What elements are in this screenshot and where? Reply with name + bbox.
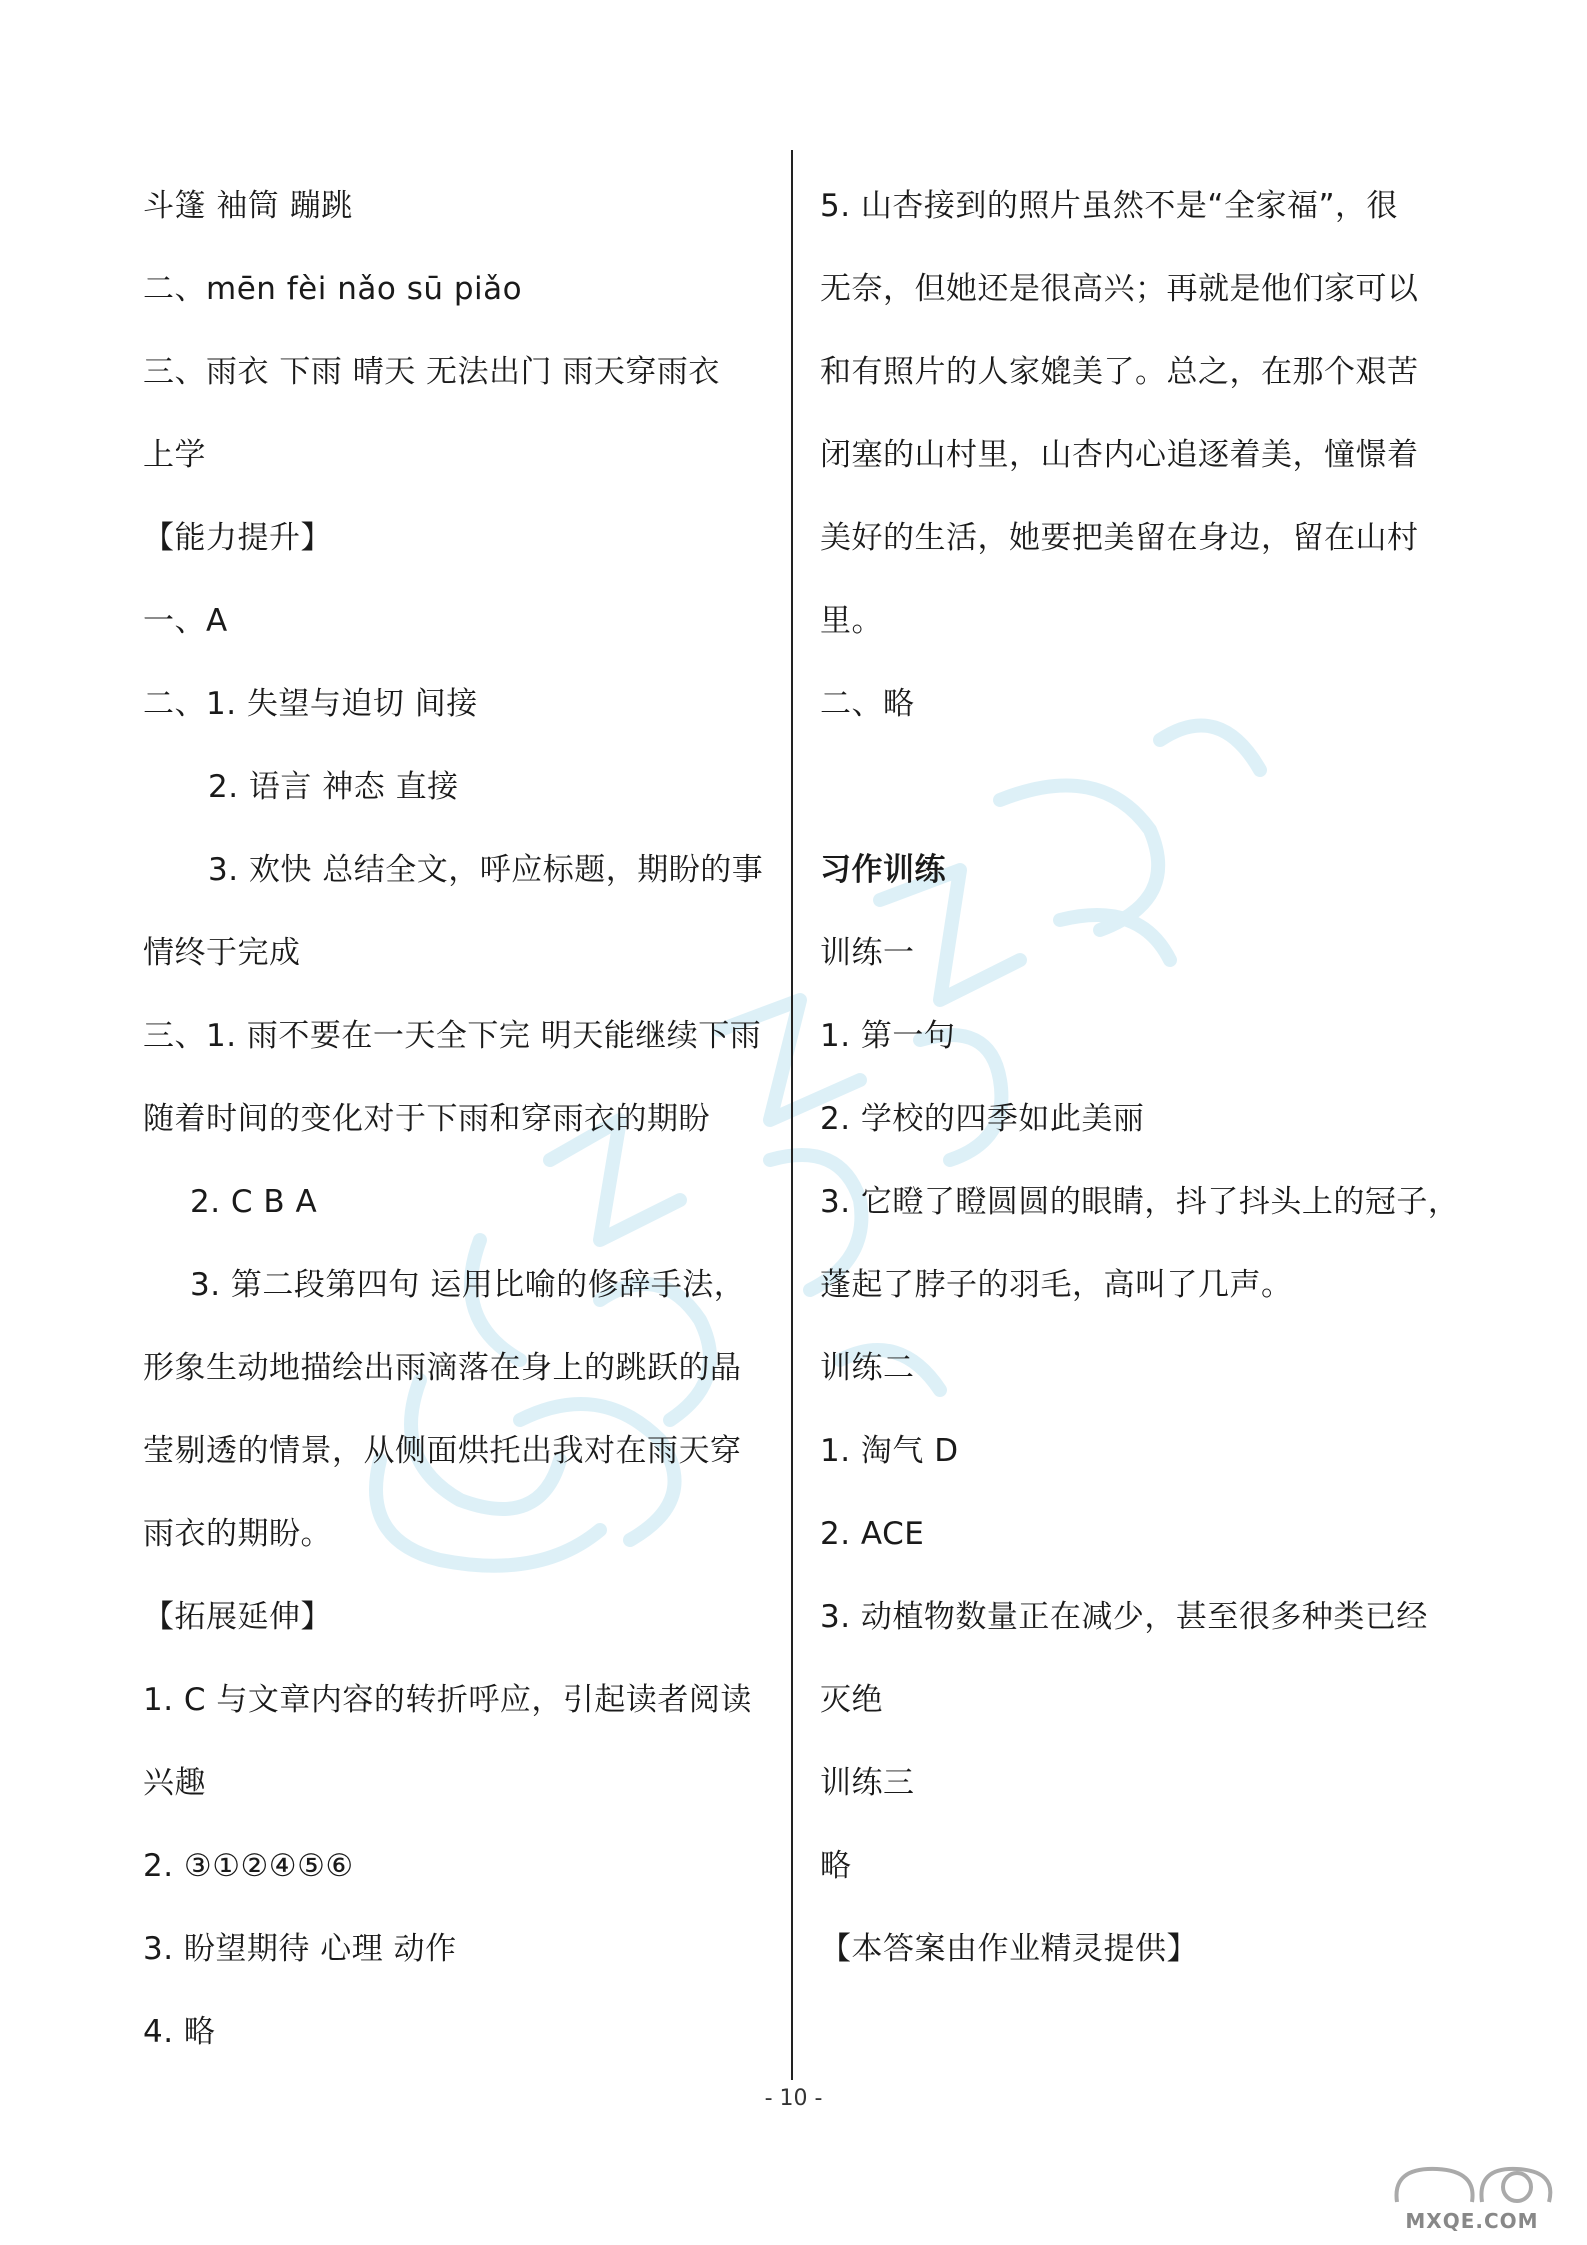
answer-line: 1. C 与文章内容的转折呼应，引起读者阅读	[143, 1682, 752, 1718]
site-logo	[1377, 2157, 1567, 2237]
answer-line: 闭塞的山村里，山杏内心追逐着美，憧憬着	[820, 437, 1419, 473]
answer-line: 3. 动植物数量正在减少，甚至很多种类已经	[820, 1599, 1428, 1635]
site-logo-icon	[1377, 2157, 1567, 2217]
section-heading: 【能力提升】	[143, 520, 332, 556]
page-number: - 10 -	[764, 2086, 823, 2111]
subsection-heading: 训练二	[820, 1350, 915, 1386]
answer-line: 和有照片的人家媲美了。总之，在那个艰苦	[820, 354, 1419, 390]
section-heading: 【拓展延伸】	[143, 1599, 332, 1635]
answer-line: 3. 欢快 总结全文，呼应标题，期盼的事	[208, 852, 764, 888]
answer-line: 兴趣	[143, 1765, 206, 1801]
answer-line: 二、略	[820, 686, 915, 722]
answer-line: 5. 山杏接到的照片虽然不是“全家福”，很	[820, 188, 1399, 224]
answer-line: 2. C B A	[190, 1184, 318, 1220]
answer-line: 二、mēn fèi nǎo sū piǎo	[143, 271, 523, 307]
answer-line: 3. 它瞪了瞪圆圆的眼睛，抖了抖头上的冠子，	[820, 1184, 1460, 1220]
answer-line: 1. 淘气 D	[820, 1433, 959, 1469]
answer-line: 1. 第一句	[820, 1018, 956, 1054]
site-logo-text: MXQE.COM	[1405, 2209, 1539, 2233]
answer-line: 3. 盼望期待 心理 动作	[143, 1931, 457, 1967]
answer-line: 2. 语言 神态 直接	[208, 769, 459, 805]
answer-line: 雨衣的期盼。	[143, 1516, 332, 1552]
answer-line: 情终于完成	[143, 935, 301, 971]
answer-line: 略	[820, 1848, 852, 1884]
answer-line: 二、1. 失望与迫切 间接	[143, 686, 478, 722]
answer-line: 三、1. 雨不要在一天全下完 明天能继续下雨	[143, 1018, 762, 1054]
column-divider	[791, 150, 793, 2080]
section-heading: 习作训练	[820, 852, 946, 888]
answer-line: 三、雨衣 下雨 晴天 无法出门 雨天穿雨衣	[143, 354, 720, 390]
answer-line: 斗篷 袖筒 蹦跳	[143, 188, 353, 224]
answer-line: 形象生动地描绘出雨滴落在身上的跳跃的晶	[143, 1350, 742, 1386]
answer-line: 2. ACE	[820, 1516, 925, 1552]
answer-line: 2. ③①②④⑤⑥	[143, 1848, 354, 1884]
answer-line: 4. 略	[143, 2014, 216, 2050]
answer-line: 里。	[820, 603, 883, 639]
answer-line: 2. 学校的四季如此美丽	[820, 1101, 1145, 1137]
answer-line: 蓬起了脖子的羽毛，高叫了几声。	[820, 1267, 1293, 1303]
answer-line: 上学	[143, 437, 206, 473]
answer-line: 随着时间的变化对于下雨和穿雨衣的期盼	[143, 1101, 710, 1137]
answer-line: 无奈，但她还是很高兴；再就是他们家可以	[820, 271, 1419, 307]
answer-line: 3. 第二段第四句 运用比喻的修辞手法，	[190, 1267, 746, 1303]
answer-credit: 【本答案由作业精灵提供】	[820, 1931, 1198, 1967]
subsection-heading: 训练一	[820, 935, 915, 971]
subsection-heading: 训练三	[820, 1765, 915, 1801]
answer-line: 灭绝	[820, 1682, 883, 1718]
answer-line: 莹剔透的情景，从侧面烘托出我对在雨天穿	[143, 1433, 742, 1469]
answer-line: 一、A	[143, 603, 228, 639]
answer-line: 美好的生活，她要把美留在身边，留在山村	[820, 520, 1419, 556]
